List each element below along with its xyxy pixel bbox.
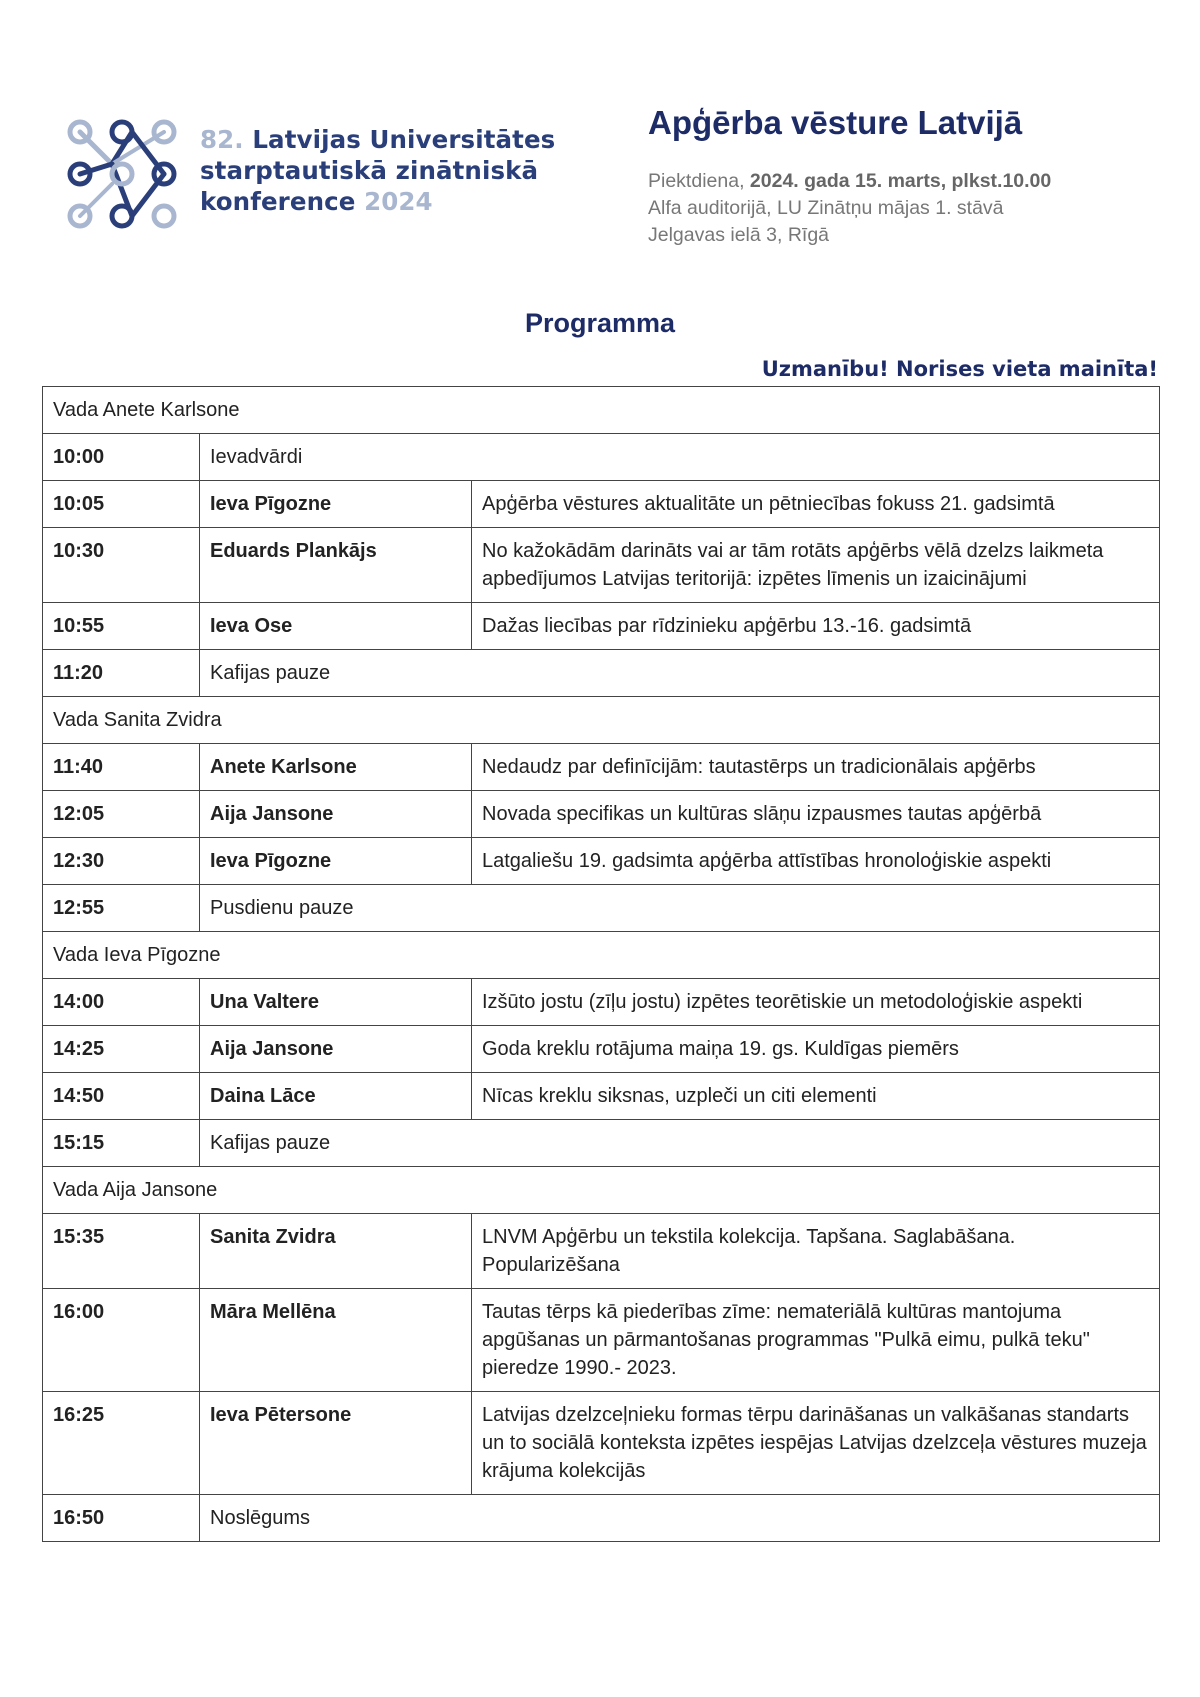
talk-title: Novada specifikas un kultūras slāņu izpausmes tautas apģērbā xyxy=(472,791,1160,838)
talk-row xyxy=(43,1026,1160,1073)
item-label: Kafijas pauze xyxy=(200,1120,1160,1167)
talk-title: Goda kreklu rotājuma maiņa 19. gs. Kuldīgas piemērs xyxy=(472,1026,1160,1073)
time-cell: 14:25 xyxy=(43,1026,200,1073)
session-chair: Vada Sanita Zvidra xyxy=(43,697,1160,744)
talk-title: Izšūto jostu (zīļu jostu) izpētes teorētiskie un metodoloģiskie aspekti xyxy=(472,979,1160,1026)
talk-title: Dažas liecības par rīdzinieku apģērbu 13.-16. gadsimtā xyxy=(472,603,1160,650)
schedule-item-row xyxy=(43,885,1160,932)
time-cell: 16:50 xyxy=(43,1495,200,1542)
schedule-item-row xyxy=(43,650,1160,697)
talk-row xyxy=(43,481,1160,528)
session-chair-row xyxy=(43,932,1160,979)
time-cell: 15:15 xyxy=(43,1120,200,1167)
event-title: Apģērba vēsture Latvijā xyxy=(648,104,1023,141)
talk-row xyxy=(43,838,1160,885)
schedule-item-row xyxy=(43,1120,1160,1167)
conference-name xyxy=(200,124,555,217)
time-cell: 10:55 xyxy=(43,603,200,650)
session-chair: Vada Anete Karlsone xyxy=(43,387,1160,434)
talk-row xyxy=(43,791,1160,838)
conference-name-line1: 82. Latvijas Universitātes xyxy=(200,125,556,154)
speaker-name: Ieva Pīgozne xyxy=(200,481,472,528)
talk-title: Latgaliešu 19. gadsimta apģērba attīstības hronoloģiskie aspekti xyxy=(472,838,1160,885)
time-cell: 11:40 xyxy=(43,744,200,791)
page-header xyxy=(0,0,1200,300)
talk-title: Tautas tērps kā piederības zīme: nemateriālā kultūras mantojuma apgūšanas un pārmantošanas programmas "Pulkā eimu, pulkā teku" pieredze 1990.- 2023. xyxy=(472,1289,1160,1392)
event-date: Piektdiena, 2024. gada 15. marts, plkst.10.00 xyxy=(648,170,1052,192)
speaker-name: Sanita Zvidra xyxy=(200,1214,472,1289)
talk-row xyxy=(43,528,1160,603)
speaker-name: Māra Mellēna xyxy=(200,1289,472,1392)
schedule-item-row xyxy=(43,1495,1160,1542)
speaker-name: Una Valtere xyxy=(200,979,472,1026)
time-cell: 10:05 xyxy=(43,481,200,528)
event-info xyxy=(648,168,1051,249)
speaker-name: Ieva Pētersone xyxy=(200,1392,472,1495)
time-cell: 10:30 xyxy=(43,528,200,603)
speaker-name: Eduards Plankājs xyxy=(200,528,472,603)
event-location-line2: Jelgavas ielā 3, Rīgā xyxy=(648,224,830,246)
talk-row xyxy=(43,603,1160,650)
talk-title: Latvijas dzelzceļnieku formas tērpu darināšanas un valkāšanas standarts un to sociālā konteksta izpētes iespējas Latvijas dzelzceļa vēstures muzeja krājuma kolekcijās xyxy=(472,1392,1160,1495)
session-chair-row xyxy=(43,387,1160,434)
talk-row xyxy=(43,1392,1160,1495)
session-chair: Vada Ieva Pīgozne xyxy=(43,932,1160,979)
talk-row xyxy=(43,1073,1160,1120)
program-table-body xyxy=(43,387,1160,1542)
time-cell: 12:55 xyxy=(43,885,200,932)
time-cell: 12:05 xyxy=(43,791,200,838)
talk-title: Apģērba vēstures aktualitāte un pētniecības fokuss 21. gadsimtā xyxy=(472,481,1160,528)
event-location-line1: Alfa auditorijā, LU Zinātņu mājas 1. stāvā xyxy=(648,197,1004,219)
conference-name-line3: konference 2024 xyxy=(200,187,433,216)
program-table xyxy=(42,386,1160,1542)
venue-change-notice: Uzmanību! Norises vieta mainīta! xyxy=(761,357,1158,381)
item-label: Ievadvārdi xyxy=(200,434,1160,481)
talk-row xyxy=(43,744,1160,791)
talk-row xyxy=(43,1214,1160,1289)
speaker-name: Aija Jansone xyxy=(200,791,472,838)
time-cell: 15:35 xyxy=(43,1214,200,1289)
talk-title: Nīcas kreklu siksnas, uzpleči un citi elementi xyxy=(472,1073,1160,1120)
talk-title: No kažokādām darināts vai ar tām rotāts apģērbs vēlā dzelzs laikmeta apbedījumos Latvijas teritorijā: izpētes līmenis un izaicinājumi xyxy=(472,528,1160,603)
schedule-item-row xyxy=(43,434,1160,481)
session-chair: Vada Aija Jansone xyxy=(43,1167,1160,1214)
time-cell: 16:25 xyxy=(43,1392,200,1495)
talk-row xyxy=(43,979,1160,1026)
time-cell: 10:00 xyxy=(43,434,200,481)
time-cell: 11:20 xyxy=(43,650,200,697)
speaker-name: Anete Karlsone xyxy=(200,744,472,791)
item-label: Pusdienu pauze xyxy=(200,885,1160,932)
speaker-name: Ieva Pīgozne xyxy=(200,838,472,885)
time-cell: 16:00 xyxy=(43,1289,200,1392)
talk-title: Nedaudz par definīcijām: tautastērps un tradicionālais apģērbs xyxy=(472,744,1160,791)
time-cell: 14:50 xyxy=(43,1073,200,1120)
conference-logo-icon xyxy=(66,118,178,230)
session-chair-row xyxy=(43,697,1160,744)
time-cell: 14:00 xyxy=(43,979,200,1026)
program-title: Programma xyxy=(524,308,676,338)
speaker-name: Aija Jansone xyxy=(200,1026,472,1073)
time-cell: 12:30 xyxy=(43,838,200,885)
speaker-name: Ieva Ose xyxy=(200,603,472,650)
item-label: Kafijas pauze xyxy=(200,650,1160,697)
item-label: Noslēgums xyxy=(200,1495,1160,1542)
talk-title: LNVM Apģērbu un tekstila kolekcija. Tapšana. Saglabāšana. Popularizēšana xyxy=(472,1214,1160,1289)
speaker-name: Daina Lāce xyxy=(200,1073,472,1120)
conference-name-line2: starptautiskā zinātniskā xyxy=(200,156,539,185)
session-chair-row xyxy=(43,1167,1160,1214)
talk-row xyxy=(43,1289,1160,1392)
